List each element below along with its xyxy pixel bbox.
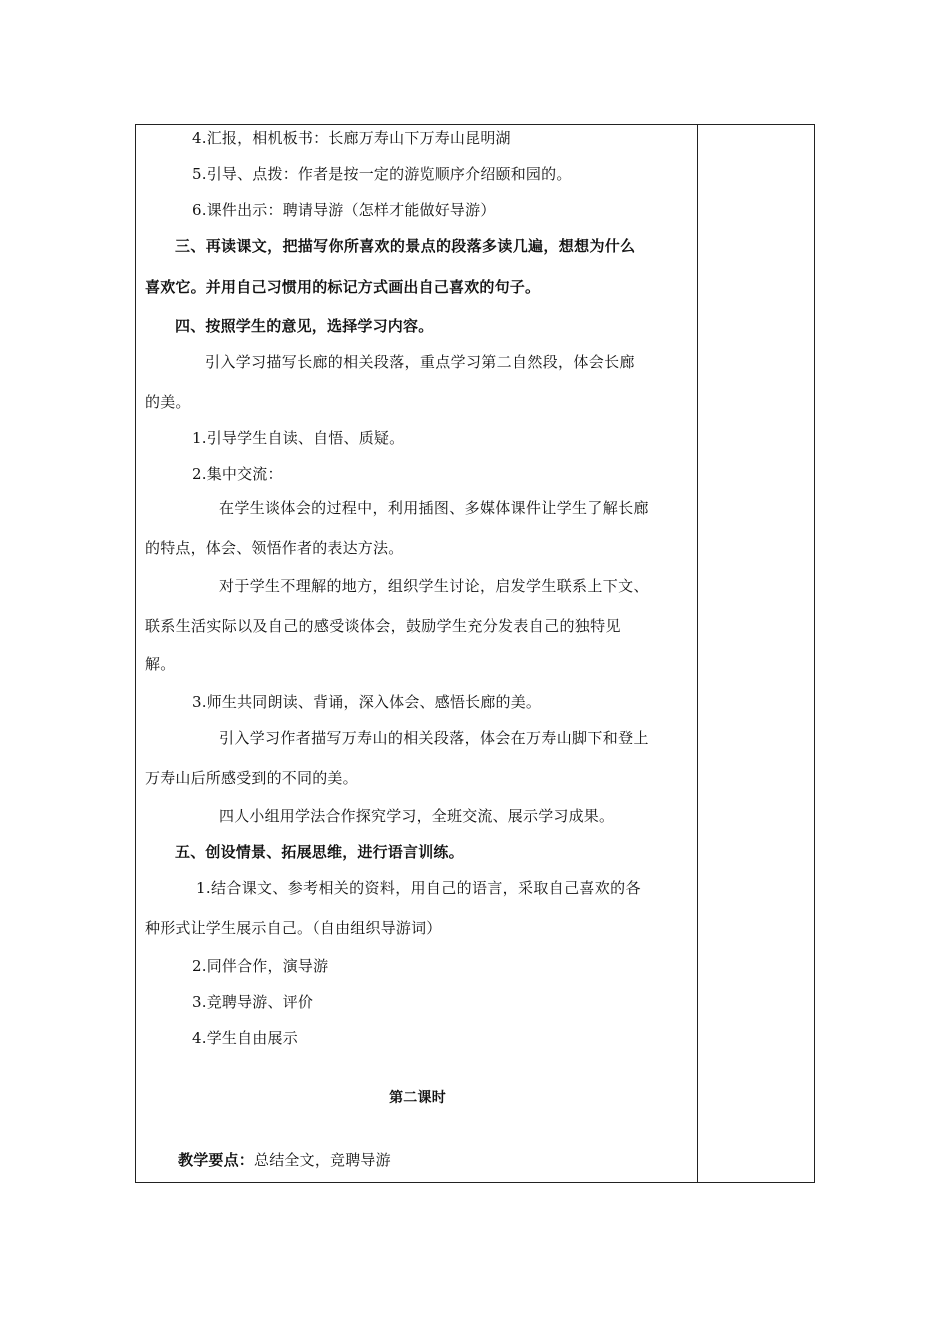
step-4-free-show: 4.学生自由展示 xyxy=(192,1029,298,1047)
longevity-hill-line1: 引入学习作者描写万寿山的相关段落，体会在万寿山脚下和登上 xyxy=(219,729,649,747)
step-2-partner: 2.同伴合作，演导游 xyxy=(192,957,329,975)
corridor-intro-line1: 引入学习描写长廊的相关段落，重点学习第二自然段，体会长廊 xyxy=(205,353,635,371)
key-points-label: 教学要点： xyxy=(178,1151,255,1169)
exchange-para2-line2: 联系生活实际以及自己的感受谈体会，鼓励学生充分发表自己的独特见 xyxy=(145,617,621,635)
longevity-hill-line2: 万寿山后所感受到的不同的美。 xyxy=(145,769,358,787)
step-2-exchange: 2.集中交流： xyxy=(192,465,283,483)
exchange-para1-line1: 在学生谈体会的过程中，利用插图、多媒体课件让学生了解长廊 xyxy=(219,499,649,517)
exchange-para2-line3: 解。 xyxy=(145,655,176,673)
teaching-key-points xyxy=(178,1150,723,1170)
corridor-intro-line2: 的美。 xyxy=(145,393,191,411)
section-3-heading-line2: 喜欢它。并用自己习惯用的标记方式画出自己喜欢的句子。 xyxy=(145,278,541,296)
exchange-para1-line2: 的特点，体会、领悟作者的表达方法。 xyxy=(145,539,404,557)
step-1-showcase-line2: 种形式让学生展示自己。（自由组织导游词） xyxy=(145,919,442,937)
step-5-guide: 5.引导、点拨：作者是按一定的游览顺序介绍颐和园的。 xyxy=(192,165,572,183)
step-6-courseware: 6.课件出示：聘请导游（怎样才能做好导游） xyxy=(192,201,496,219)
group-study: 四人小组用学法合作探究学习，全班交流、展示学习成果。 xyxy=(219,807,615,825)
key-points-text: 总结全文，竞聘导游 xyxy=(254,1151,391,1169)
step-1-showcase-line1: 1.结合课文、参考相关的资料，用自己的语言，采取自己喜欢的各 xyxy=(196,879,641,897)
step-1-self-read: 1.引导学生自读、自悟、质疑。 xyxy=(192,429,405,447)
step-3-read-aloud: 3.师生共同朗读、背诵，深入体会、感悟长廊的美。 xyxy=(192,693,542,711)
section-3-heading-line1: 三、再读课文，把描写你所喜欢的景点的段落多读几遍，想想为什么 xyxy=(175,237,636,255)
section-4-heading: 四、按照学生的意见，选择学习内容。 xyxy=(175,317,434,335)
step-4-report: 4.汇报，相机板书：长廊万寿山下万寿山昆明湖 xyxy=(192,129,511,147)
second-period-title: 第二课时 xyxy=(389,1090,446,1106)
exchange-para2-line1: 对于学生不理解的地方，组织学生讨论，启发学生联系上下文、 xyxy=(219,577,649,595)
step-3-compete: 3.竞聘导游、评价 xyxy=(192,993,314,1011)
table-column-divider xyxy=(697,124,698,1183)
section-5-heading: 五、创设情景、拓展思维，进行语言训练。 xyxy=(175,843,464,861)
